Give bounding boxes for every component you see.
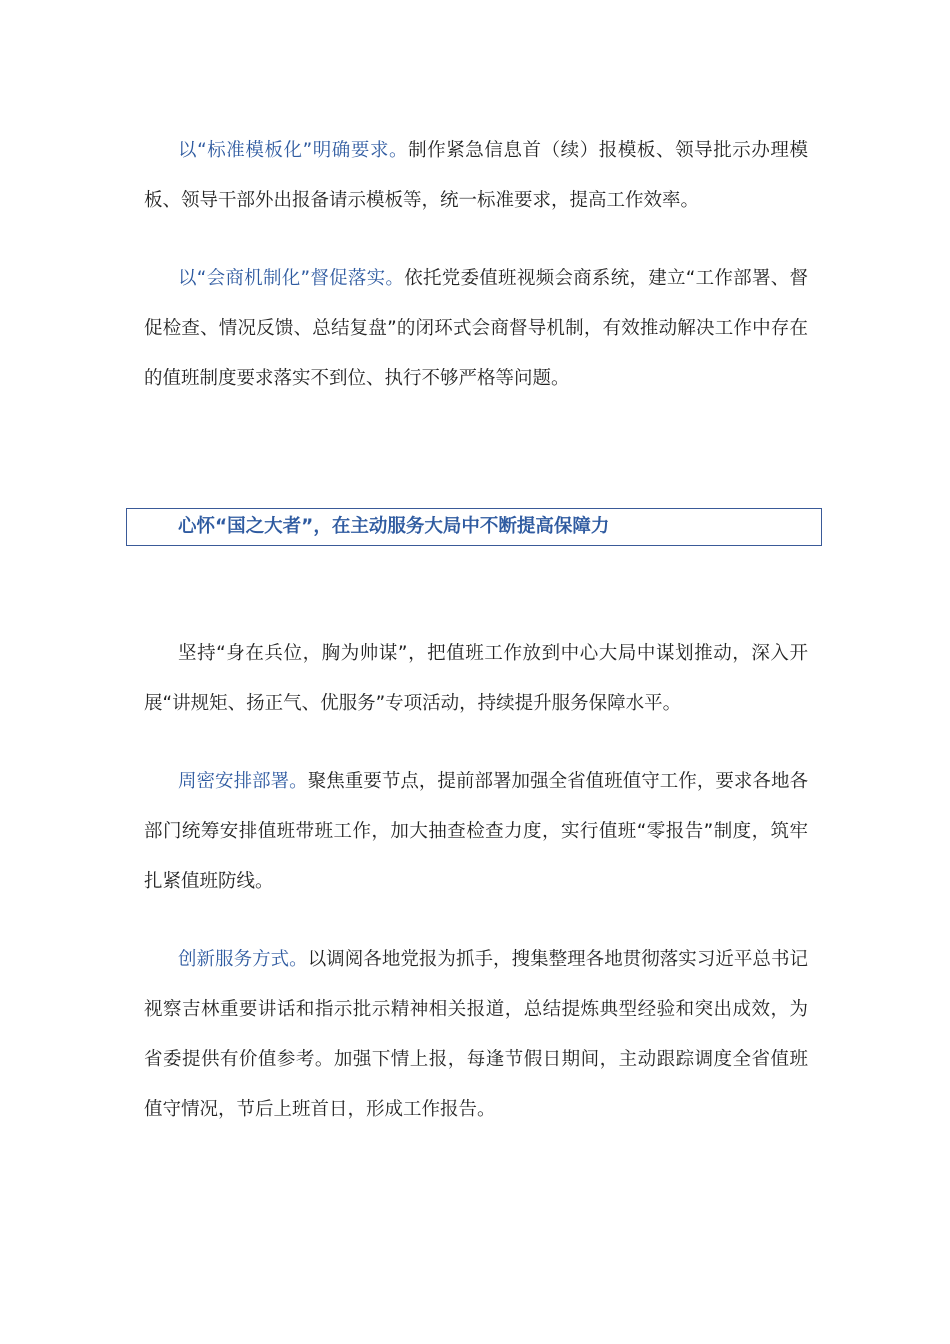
paragraph-lead: 周密安排部署。 bbox=[178, 771, 308, 792]
paragraph-intro bbox=[144, 629, 808, 729]
paragraph-body: 坚持“身在兵位，胸为帅谋”，把值班工作放到中心大局中谋划推动，深入开展“讲规矩、扬正气、优服务”专项活动，持续提升服务保障水平。 bbox=[144, 643, 808, 714]
paragraph-deployment bbox=[144, 757, 808, 907]
paragraph-body: 以调阅各地党报为抓手，搜集整理各地贯彻落实习近平总书记视察吉林重要讲话和指示批示精神相关报道，总结提炼典型经验和突出成效，为省委提供有价值参考。加强下情上报，每逢节假日期间，主动跟踪调度全省值班值守情况，节后上班首日，形成工作报告。 bbox=[144, 949, 808, 1120]
paragraph-body: 依托党委值班视频会商系统，建立“工作部署、督促检查、情况反馈、总结复盘”的闭环式会商督导机制，有效推动解决工作中存在的值班制度要求落实不到位、执行不够严格等问题。 bbox=[144, 268, 808, 389]
paragraph-lead: 以“标准模板化”明确要求。 bbox=[178, 140, 409, 161]
paragraph-lead: 创新服务方式。 bbox=[178, 949, 308, 970]
section-heading: 心怀“国之大者”，在主动服务大局中不断提高保障力 bbox=[178, 516, 610, 537]
paragraph-consultation-mechanism bbox=[144, 254, 808, 404]
paragraph-body: 聚焦重要节点，提前部署加强全省值班值守工作，要求各地各部门统筹安排值班带班工作，加大抽查检查力度，实行值班“零报告”制度，筑牢扎紧值班防线。 bbox=[144, 771, 808, 892]
paragraph-template-standardization bbox=[144, 126, 808, 226]
paragraph-lead: 以“会商机制化”督促落实。 bbox=[178, 268, 405, 289]
section-heading-box bbox=[126, 508, 822, 546]
paragraph-service-innovation bbox=[144, 935, 808, 1135]
paragraph-body: 制作紧急信息首（续）报模板、领导批示办理模板、领导干部外出报备请示模板等，统一标准要求，提高工作效率。 bbox=[144, 140, 808, 211]
